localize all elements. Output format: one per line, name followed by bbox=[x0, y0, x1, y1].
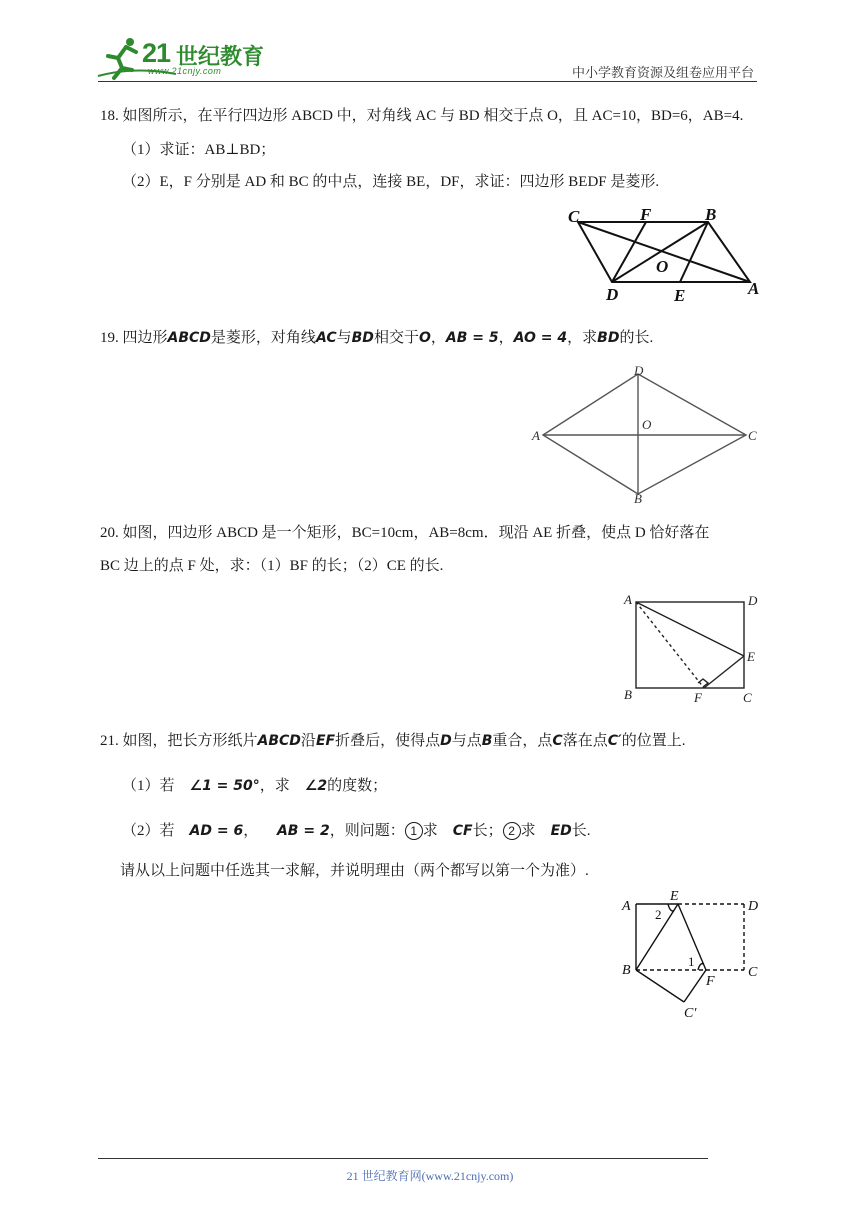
q18-part2: （2）E，F 分别是 AD 和 BC 的中点，连接 BE，DF，求证：四边形 BEDF 是菱形. bbox=[122, 174, 660, 190]
q18-parallelogram-figure bbox=[560, 202, 770, 306]
q18-part1: （1）求证：AB⊥BD； bbox=[122, 142, 276, 158]
q20-line2: BC 边上的点 F 处，求：（1）BF 的长；（2）CE 的长. bbox=[100, 558, 444, 574]
q21-label-f: F bbox=[706, 974, 715, 989]
q19-label-d: D bbox=[634, 363, 644, 378]
q20-line1: 20. 如图，四边形 ABCD 是一个矩形，BC=10cm，AB=8cm．现沿 AE 折叠，使点 D 恰好落在 bbox=[100, 525, 710, 541]
logo-url: www.21cnjy.com bbox=[148, 66, 222, 76]
q18-label-b: B bbox=[705, 205, 717, 224]
q21-label-e: E bbox=[670, 889, 679, 904]
circled-number-2: 2 bbox=[503, 822, 521, 840]
circled-number-1: 1 bbox=[405, 822, 423, 840]
q21-part2: （2）若 AD = 6， AB = 2，则问题： 1 求 CF长； 2 求 ED长. bbox=[122, 823, 591, 839]
q19-rhombus-figure bbox=[528, 362, 768, 504]
q20-label-d: D bbox=[748, 593, 758, 608]
q21-label-a: A bbox=[622, 899, 631, 914]
q21-part1: （1）若 ∠1 = 50°，求 ∠2的度数； bbox=[122, 778, 388, 794]
q20-rectangle-figure bbox=[618, 588, 768, 708]
q18-label-c: C bbox=[568, 207, 580, 226]
footer-divider bbox=[98, 1158, 708, 1159]
q18-label-e: E bbox=[674, 286, 686, 305]
q21-folded-rectangle-figure bbox=[618, 886, 768, 1022]
q21-angle-2-label: 2 bbox=[655, 907, 662, 922]
q19-label-c: C bbox=[748, 428, 757, 443]
q20-label-f: F bbox=[694, 690, 702, 705]
header-divider bbox=[98, 81, 757, 82]
platform-title: 中小学教育资源及组卷应用平台 bbox=[571, 66, 754, 81]
q21-stem: 21. 如图，把长方形纸片ABCD沿EF折叠后，使得点D与点B重合，点C落在点C′的位置上. bbox=[100, 733, 686, 749]
q19-stem: 19. 四边形ABCD是菱形，对角线AC与BD相交于O，AB = 5，AO = 4，求BD的长. bbox=[100, 330, 654, 346]
q21-label-b: B bbox=[622, 963, 631, 978]
q18-label-d: D bbox=[606, 285, 619, 304]
logo-number: 21 bbox=[142, 38, 171, 68]
q21-note: 请从以上问题中任选其一求解，并说明理由（两个都写以第一个为准）. bbox=[120, 863, 589, 879]
q21-angle-1-label: 1 bbox=[688, 954, 695, 969]
q21-label-c: C bbox=[748, 965, 758, 980]
q19-label-a: A bbox=[532, 428, 540, 443]
q20-label-c: C bbox=[743, 690, 752, 705]
q19-label-o: O bbox=[642, 417, 652, 432]
q20-label-e: E bbox=[747, 649, 755, 664]
q21-label-c-prime: C′ bbox=[684, 1006, 697, 1021]
q18-label-f: F bbox=[640, 205, 652, 224]
q20-label-a: A bbox=[624, 592, 632, 607]
footer-link[interactable]: 21 世纪教育网(www.21cnjy.com) bbox=[346, 1169, 514, 1183]
q19-label-b: B bbox=[634, 491, 642, 504]
q18-label-a: A bbox=[748, 279, 760, 298]
logo-text: 世纪教育 bbox=[176, 45, 265, 70]
q18-label-o: O bbox=[656, 257, 669, 276]
q20-label-b: B bbox=[624, 687, 632, 702]
q18-stem: 18. 如图所示，在平行四边形 ABCD 中，对角线 AC 与 BD 相交于点 O，且 AC=10，BD=6，AB=4. bbox=[100, 108, 744, 124]
q21-label-d: D bbox=[748, 899, 759, 914]
